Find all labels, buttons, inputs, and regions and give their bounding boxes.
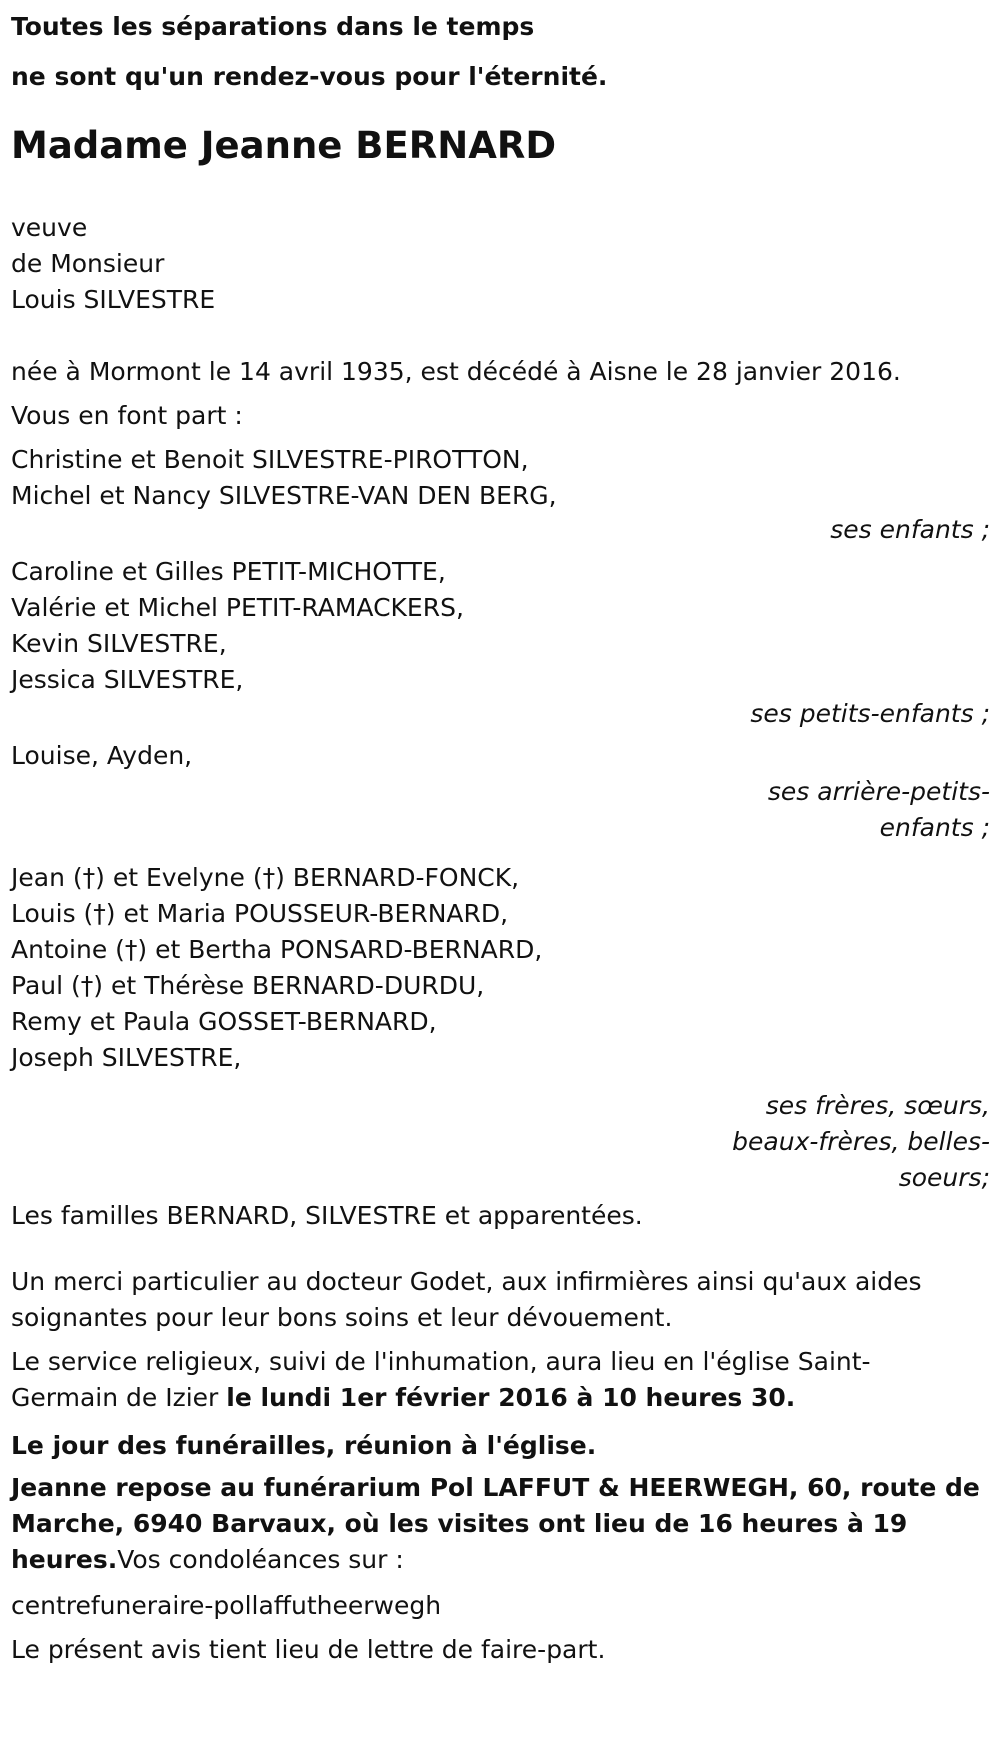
thanks-line-1: Un merci particulier au docteur Godet, aux infirmières ainsi qu'aux aides [11,1267,922,1296]
spouse-line-3: Louis SILVESTRE [11,285,216,314]
deceased-name: Madame Jeanne BERNARD [11,124,557,167]
siblings-role-line-1: ses frères, sœurs, [765,1091,990,1120]
footer-text: Le présent avis tient lieu de lettre de faire-part. [11,1635,606,1664]
quote-line-2: ne sont qu'un rendez-vous pour l'éternité. [11,62,608,91]
siblings-role-line-3: soeurs; [898,1163,990,1192]
sibling-name: Antoine (†) et Bertha PONSARD-BERNARD, [11,935,543,964]
funerarium-hours-end: heures. [11,1545,118,1574]
grandchild-name: Caroline et Gilles PETIT-MICHOTTE, [11,557,446,586]
service-location: Germain de Izier [11,1383,227,1412]
sibling-name: Louis (†) et Maria POUSSEUR-BERNARD, [11,899,509,928]
funerarium-line-1: Jeanne repose au funérarium Pol LAFFUT & HEERWEGH, 60, route de [11,1473,980,1502]
grandchild-name: Valérie et Michel PETIT-RAMACKERS, [11,593,464,622]
sibling-name: Jean (†) et Evelyne (†) BERNARD-FONCK, [11,863,520,892]
thanks-line-2: soignantes pour leur bons soins et leur dévouement. [11,1303,673,1332]
siblings-group [11,860,990,1196]
birth-death: née à Mormont le 14 avril 1935, est décédé à Aisne le 28 janvier 2016. [11,357,901,386]
children-group [11,442,990,546]
great-grandchildren-group [11,738,990,846]
opening-quote [11,2,990,102]
gathering-text: Le jour des funérailles, réunion à l'église. [11,1431,597,1460]
funerarium-paragraph [11,1470,990,1578]
grandchildren-group [11,554,990,730]
funerarium-line-2: Marche, 6940 Barvaux, où les visites ont lieu de 16 heures à 19 [11,1509,908,1538]
grandchild-name: Jessica SILVESTRE, [11,665,244,694]
spouse-line-2: de Monsieur [11,249,165,278]
families-text: Les familles BERNARD, SILVESTRE et apparentées. [11,1201,643,1230]
sibling-name: Joseph SILVESTRE, [11,1043,242,1072]
great-grandchildren-role-line-1: ses arrière-petits- [767,777,990,806]
child-name: Michel et Nancy SILVESTRE-VAN DEN BERG, [11,481,557,510]
thanks-paragraph [11,1264,990,1336]
sibling-name: Paul (†) et Thérèse BERNARD-DURDU, [11,971,485,1000]
service-line-2 [11,1380,990,1416]
grandchild-name: Kevin SILVESTRE, [11,629,227,658]
children-role: ses enfants ; [830,515,990,544]
grandchildren-role: ses petits-enfants ; [750,699,990,728]
spouse-info [11,210,990,318]
quote-line-1: Toutes les séparations dans le temps [11,12,535,41]
great-grandchildren-role-line-2: enfants ; [879,813,990,842]
great-grandchild-name: Louise, Ayden, [11,741,193,770]
website-link[interactable]: centrefuneraire-pollaffutheerwegh [11,1591,442,1620]
announce-text: Vous en font part : [11,401,243,430]
funerarium-line-3 [11,1542,990,1578]
child-name: Christine et Benoit SILVESTRE-PIROTTON, [11,445,529,474]
condolences-text: Vos condoléances sur : [117,1545,404,1574]
sibling-name: Remy et Paula GOSSET-BERNARD, [11,1007,437,1036]
service-line-1: Le service religieux, suivi de l'inhumation, aura lieu en l'église Saint- [11,1347,871,1376]
spouse-line-1: veuve [11,213,88,242]
siblings-role-line-2: beaux-frères, belles- [732,1127,990,1156]
service-datetime: le lundi 1er février 2016 à 10 heures 30. [226,1383,796,1412]
service-paragraph [11,1344,990,1416]
